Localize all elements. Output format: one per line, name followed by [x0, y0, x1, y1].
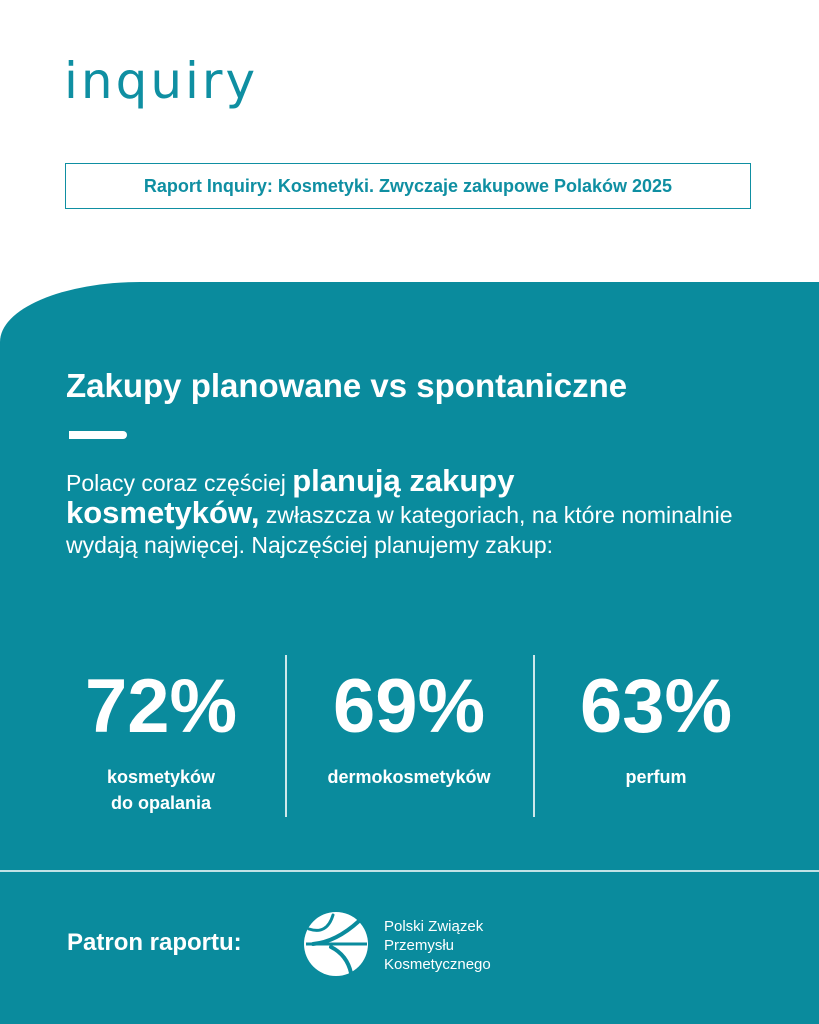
- footer-divider: [0, 870, 819, 872]
- stat-label-line: perfum: [625, 767, 687, 787]
- stat-label-line: dermokosmetyków: [327, 767, 491, 787]
- report-title-box: [65, 163, 751, 209]
- org-name-line: Kosmetycznego: [384, 956, 491, 973]
- stat-label: [286, 764, 532, 790]
- stat-label: [533, 764, 779, 790]
- pzpk-emblem-icon: [303, 911, 369, 977]
- lead-highlight-1: planują zakupy: [292, 463, 515, 498]
- lead-text-2: zwłaszcza w kategoriach, na które nominalnie wydają najwięcej. Najczęściej planujemy zakup:: [66, 502, 733, 558]
- stat-value: 69%: [332, 664, 486, 749]
- stat-label: [38, 764, 284, 816]
- stat-value: 63%: [579, 664, 733, 749]
- org-name-line: Przemysłu: [384, 937, 455, 954]
- section-heading: Zakupy planowane vs spontaniczne: [66, 367, 628, 404]
- patron-label: Patron raportu:: [67, 929, 242, 956]
- stat-sun-cosmetics: [38, 662, 284, 816]
- lead-text-1: Polacy coraz częściej: [66, 470, 293, 496]
- report-title: Raport Inquiry: Kosmetyki. Zwyczaje zakupowe Polaków 2025: [143, 175, 673, 196]
- lead-highlight-2: kosmetyków,: [66, 495, 260, 530]
- org-name-line: Polski Związek: [384, 918, 484, 935]
- stat-label-line: kosmetyków: [106, 767, 216, 787]
- stat-value: 72%: [84, 664, 238, 749]
- patron-organization: [384, 917, 491, 974]
- heading-underline: [69, 431, 127, 439]
- stat-label-line: do opalania: [110, 793, 211, 813]
- inquiry-logo: inquiry: [64, 52, 259, 110]
- stat-dermocosmetics: [286, 662, 532, 790]
- stat-perfume: [533, 662, 779, 790]
- lead-paragraph: [66, 463, 766, 560]
